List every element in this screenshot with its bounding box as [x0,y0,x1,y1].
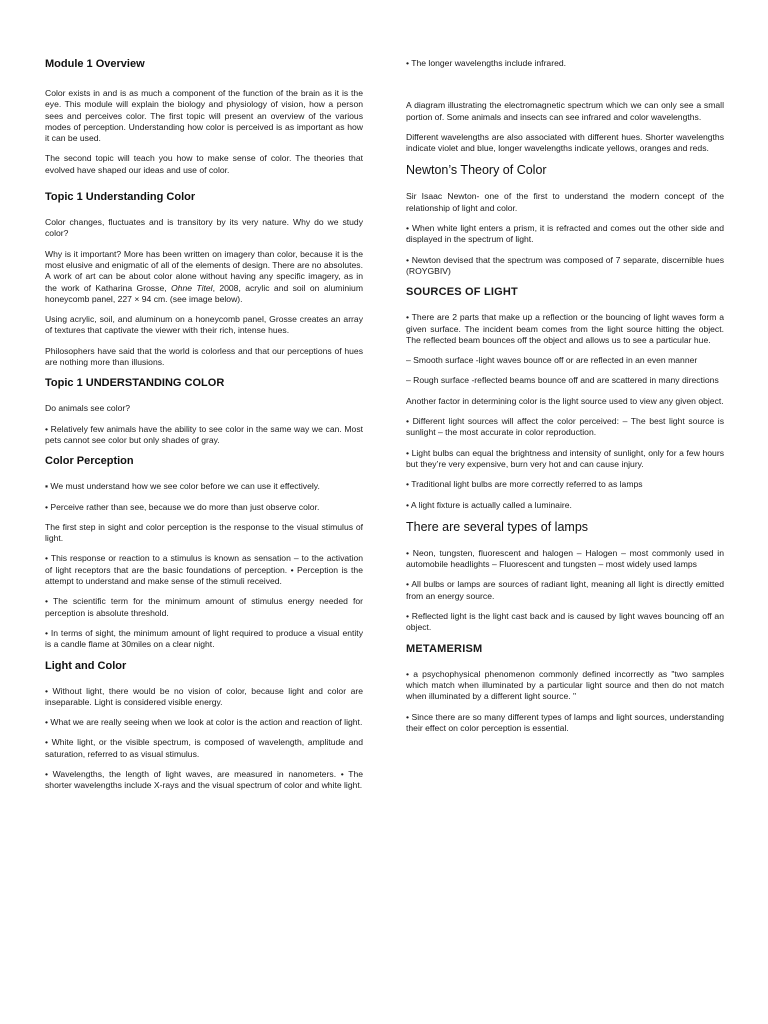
text-run: , 2008, acrylic and soil on aluminium honeycomb panel, 227 × 94 cm. (see image below). [45,282,363,304]
paragraph: • Neon, tungsten, fluorescent and halogen – Halogen – most commonly used in automobile headlights – Fluorescent and tungsten – most widely used lamps [406,547,724,570]
paragraph: • a psychophysical phenomenon commonly defined incorrectly as "two samples which match when illuminated by a particular light source and then do not match when illuminated by a different light source. " [406,668,724,702]
paragraph: – Rough surface -reflected beams bounce off and are scattered in many directions [406,375,719,386]
paragraph: • Wavelengths, the length of light waves, are measured in nanometers. • The shorter wavelengths include X-rays and the visual spectrum of color and white light. [45,768,363,791]
section-heading: Topic 1 UNDERSTANDING COLOR [45,377,225,390]
paragraph: Using acrylic, soil, and aluminum on a honeycomb panel, Grosse creates an array of textures that captivate the viewer with their rich, intense hues. [45,314,363,336]
paragraph: • When white light enters a prism, it is refracted and comes out the other side and displayed in the spectrum of light. [406,223,724,245]
section-heading: Topic 1 Understanding Color [45,191,196,204]
paragraph: • Traditional light bulbs are more correctly referred to as lamps [406,479,643,490]
paragraph: Color exists in and is as much a component of the function of the brain as it is the eye. This module will explain the biology and physiology of vision, how a person sees and perceives color. The first topic will present an overview of the various modes of perception. Understanding how color is perceived is as important as how it can be used. [45,88,363,144]
paragraph: • This response or reaction to a stimulus is known as sensation – to the activation of light receptors that are the basic foundations of perception. • Perception is the attempt to understand and make sense of the stimuli received. [45,553,363,587]
paragraph: • Newton devised that the spectrum was composed of 7 separate, discernible hues (ROYGBIV) [406,254,724,276]
text-run: Why is it important? More has been written on imagery than color, because it is the most elusive and enigmatic of all of the elements of design. There are no absolutes. A work of art can be about color alone without having any specific imagery, as in the work of Katharina Grosse, [45,248,363,293]
section-heading: Light and Color [45,659,127,672]
paragraph: • A light fixture is actually called a luminaire. [406,499,572,510]
section-heading: Newton’s Theory of Color [406,163,547,178]
paragraph: • In terms of sight, the minimum amount of light required to produce a visual entity is a candle flame at 30miles on a clear night. [45,627,363,650]
paragraph: ▪ We must understand how we see color before we can use it effectively. [45,481,320,492]
section-heading: There are several types of lamps [406,519,589,534]
right-column [406,58,724,743]
paragraph: • The scientific term for the minimum amount of stimulus energy needed for perception is absolute threshold. [45,596,363,618]
paragraph: The second topic will teach you how to make sense of color. The theories that evolved have shaped our ideas and use of color. [45,153,363,175]
paragraph: • Without light, there would be no vision of color, because light and color are inseparable. Light is considered visible energy. [45,685,363,707]
section-heading: METAMERISM [406,642,483,655]
paragraph [45,249,363,305]
paragraph: • Light bulbs can equal the brightness and intensity of sunlight, only for a few hours but they’re very expensive, burn very hot and can cause injury. [406,447,724,469]
paragraph: • Since there are so many different types of lamps and light sources, understanding their effect on color perception is essential. [406,711,724,733]
paragraph: • Perceive rather than see, because we do more than just observe color. [45,501,320,512]
paragraph: A diagram illustrating the electromagnetic spectrum which we can only see a small portion of. Some animals and insects can see infrared and color wavelengths. [406,100,724,122]
paragraph: Different wavelengths are also associated with different hues. Shorter wavelengths indicate violet and blue, longer wavelengths indicate yellows, oranges and reds. [406,131,724,154]
paragraph: • The longer wavelengths include infrared. [406,58,567,68]
paragraph: Color changes, fluctuates and is transitory by its very nature. Why do we study color? [45,217,363,239]
paragraph: • What we are really seeing when we look at color is the action and reaction of light. [45,717,363,728]
section-heading: SOURCES OF LIGHT [406,286,518,299]
section-heading: Color Perception [45,455,134,468]
paragraph: • Different light sources will affect the color perceived: – The best light source is sunlight – the most accurate in color reproduction. [406,416,724,438]
left-column [45,58,363,801]
paragraph: • White light, or the visible spectrum, is composed of wavelength, amplitude and saturation, referred to as visual stimulus. [45,737,363,759]
paragraph: • Relatively few animals have the ability to see color in the same way we can. Most pets cannot see color but only shades of gray. [45,423,363,445]
paragraph: – Smooth surface -light waves bounce off or are reflected in an even manner [406,355,698,366]
artwork-title: Ohne Titel [171,282,213,293]
paragraph: • There are 2 parts that make up a reflection or the bouncing of light waves form a given surface. The incident beam comes from the light source hitting the object. The reflected beam bounces off the object and allows us to see a particular hue. [406,312,724,345]
module-title: Module 1 Overview [45,58,145,70]
paragraph: • Reflected light is the light cast back and is caused by light waves bouncing off an object. [406,611,724,633]
paragraph: Do animals see color? [45,403,131,414]
paragraph: Sir Isaac Newton- one of the first to understand the modern concept of the relationship of light and color. [406,191,724,213]
paragraph: The first step in sight and color perception is the response to the visual stimulus of light. [45,521,363,544]
paragraph: Another factor in determining color is the light source used to view any given object. [406,395,724,406]
paragraph: Philosophers have said that the world is colorless and that our perceptions of hues are nothing more than illusions. [45,345,363,368]
paragraph: • All bulbs or lamps are sources of radiant light, meaning all light is directly emitted from an energy source. [406,579,724,601]
